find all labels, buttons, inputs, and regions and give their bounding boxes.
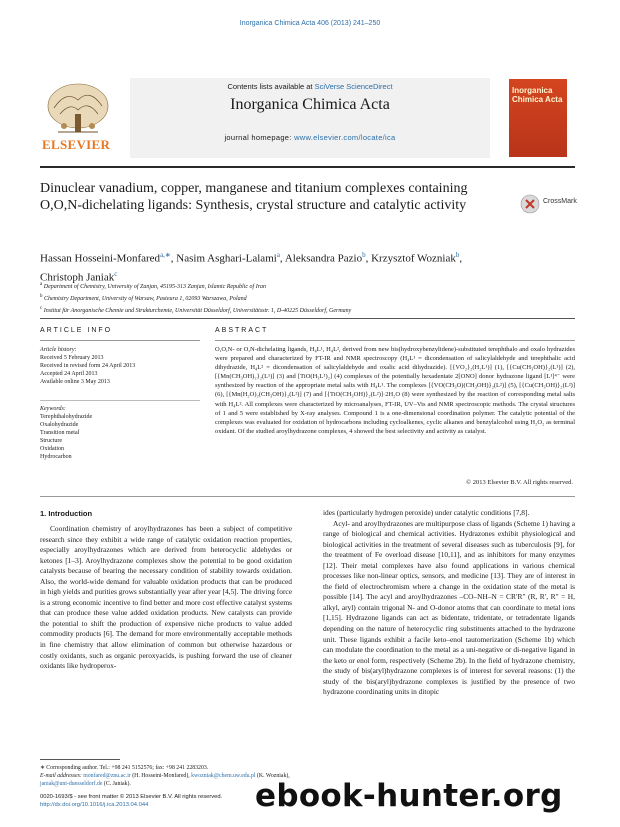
abstract-heading: ABSTRACT bbox=[215, 327, 269, 334]
history-item: Received 5 February 2013 bbox=[40, 355, 104, 361]
email-owner: (H. Hosseini-Monfared), bbox=[130, 773, 192, 779]
sciverse-link[interactable]: SciVerse ScienceDirect bbox=[314, 82, 393, 91]
body-paragraph: ides (particularly hydrogen peroxide) under catalytic conditions [7,8]. bbox=[323, 508, 530, 517]
corresponding-author-note: ∗ Corresponding author. Tel.: +98 241 5152576; fax: +98 241 2283203. bbox=[40, 765, 209, 771]
crossmark-icon[interactable] bbox=[520, 192, 580, 222]
email-label: E-mail addresses: bbox=[40, 773, 84, 779]
watermark-text: ebook-hunter.org bbox=[255, 778, 563, 814]
journal-citation[interactable]: Inorganica Chimica Acta 406 (2013) 241–250 bbox=[239, 20, 381, 27]
author-sup[interactable]: b bbox=[362, 251, 366, 259]
keyword: Oxalohydrazide bbox=[40, 422, 79, 428]
copyright-line: © 2013 Elsevier B.V. All rights reserved. bbox=[466, 479, 573, 486]
email-link[interactable]: monfared@znu.ac.ir bbox=[83, 773, 131, 779]
affiliation-item bbox=[40, 280, 575, 292]
author-name: Nasim Asghari-Lalami bbox=[176, 252, 277, 265]
affiliation-item bbox=[40, 292, 575, 304]
body-column-right bbox=[323, 508, 575, 698]
abstract-text: O,O,N- or O,N-dichelating ligands, H₄L¹, H₄L², derived from new bis(hydroxybenzylidene)-substituted terephthalo and oxalo hydrazides were prepared and characterized by FT-IR and NMR spectroscopy (H₄L¹ = dicondensation of salicylaldehyde and terephthalic acid dihydrazide, H₄L² = dicondensation of salicylaldehyde and oxalic acid dihydrazide). [{VO₂}₂(H₂L¹)] (1), [{Cu(CH₃OH)}₂(L¹)] (2), [{Mn(CH₃OH)₂}₂(L¹)] (3) and [TiO(H₃L¹)₂] (4) complexes of the potentially hexadentate 2[ONO] donor hydrazone ligand [L¹]⁴⁻ were synthesized by reaction of the appropriate metal salts with H₄L¹. The complexes [{VO(CH₃O)(CH₃OH)}₂(L²)] (5), [{Cu(CH₃OH)}₂(L²)] (6), [{Mn(H₂O)₂(CH₃OH)}₂(L²)] (7) and [{TiO(CH₃OH)}₂(L²)]·2H₂O (8) were synthesized by the reaction of corresponding metal salts with H₄L². All complexes were characterized by microanalyses, FT-IR, UV–Vis and NMR spectroscopic methods. The crystal structures of 1 and 5 were established by X-ray analyses. Compound 1 is a one-dimensional coordination polymer. The catalytic potential of the complexes was evaluated for oxidation of hydrocarbons including cycloalkenes, cyclic alkanes and benzylalcohol using H₂O₂ as terminal oxidant. Of the studied aroylhydrazone complexes, 4 showed the best selectivity and activity as catalyst. bbox=[215, 346, 575, 435]
author-sup[interactable]: a,∗ bbox=[160, 251, 171, 259]
body-paragraph: Coordination chemistry of aroylhydrazones has been a subject of competitive research since they exhibit a wide range of catalytic oxidation reaction properties, especially aroylhydrazones which are derived from heterocyclic aldehydes or ketones [1–3]. Aroylhydrazone complexes show the potential to be good oxidation catalysts because of bearing the necessary condition of stability towards oxidation. Also, the world-wide demand for valuable oxidation products that can be produced in high yields and purities grows substantially year after year [4,5]. The driving force is a strong economic incentive to find better and more cost effective catalyst systems that can produce these value added oxidation products. New catalysts can provide the potential to shift the production of expensive niche products to value added commodity products [6]. The demand for more environmentally acceptable methods in fine chemistry that allow elimination of common but otherwise hazardous or costly oxidants, such as organic peroxyacids, is pushing forward the use of cleaner oxidants like hydroperox- bbox=[40, 524, 292, 671]
author-name: Christoph Janiak bbox=[40, 271, 115, 284]
keyword: Terephthalohydrazide bbox=[40, 414, 93, 420]
author-sup[interactable]: a bbox=[276, 251, 280, 259]
body-column-left bbox=[40, 524, 292, 672]
article-info-rule bbox=[40, 340, 200, 341]
homepage-link[interactable]: www.elsevier.com/locate/ica bbox=[294, 133, 396, 142]
keywords-block bbox=[40, 405, 200, 461]
history-label: Article history: bbox=[40, 347, 77, 353]
history-item: Received in revised form 24 April 2013 bbox=[40, 363, 136, 369]
header-rule bbox=[40, 166, 575, 168]
keyword: Hydrocarbon bbox=[40, 454, 72, 460]
contents-prefix: Contents lists available at bbox=[227, 82, 315, 91]
crossmark-label[interactable]: CrossMark bbox=[543, 198, 577, 205]
abstract-rule bbox=[215, 340, 575, 341]
affil-text: Institut für Anorganische Chemie und Strukturchemie, Universität Düsseldorf, Universitätsstr. 1, D-40225 Düsseldorf, Germany bbox=[43, 308, 352, 314]
article-info-heading: ARTICLE INFO bbox=[40, 327, 113, 334]
section-heading-introduction: 1. Introduction bbox=[40, 509, 93, 518]
article-history bbox=[40, 346, 200, 386]
publisher-name: ELSEVIER bbox=[42, 137, 111, 152]
article-title: Dinuclear vanadium, copper, manganese and titanium complexes containing O,O,N-dichelating ligands: Synthesis, crystal structure and catalytic activity bbox=[40, 181, 468, 213]
affil-sup: c bbox=[40, 306, 43, 311]
keywords-label: Keywords: bbox=[40, 406, 66, 412]
journal-title: Inorganica Chimica Acta bbox=[230, 96, 390, 113]
homepage-prefix: journal homepage: bbox=[224, 133, 295, 142]
email-link[interactable]: janiak@uni-duesseldorf.de bbox=[40, 781, 103, 787]
email-owner: (K. Wozniak), bbox=[255, 773, 290, 779]
abstract-bottom-rule bbox=[40, 496, 575, 497]
cover-title: Inorganica Chimica Acta bbox=[512, 86, 563, 104]
affil-text: Department of Chemistry, University of Zanjan, 45195-313 Zanjan, Islamic Republic of Iran bbox=[43, 284, 267, 290]
affiliation-item bbox=[40, 304, 575, 316]
author-name: Aleksandra Pazio bbox=[284, 252, 363, 265]
issn-line: 0020-1693/$ - see front matter © 2013 Elsevier B.V. All rights reserved. bbox=[40, 794, 223, 800]
author-sup[interactable]: c bbox=[114, 269, 118, 278]
doi-link[interactable]: http://dx.doi.org/10.1016/j.ica.2013.04.044 bbox=[40, 802, 149, 808]
body-paragraph: Acyl- and aroylhydrazones are multipurpose class of ligands (Scheme 1) having a range of biological and chemical activities. Hydrazones exhibit physiological and biological activities in the treatment of several diseases such as tuberculosis [9], for the treatment of Fe overload disease [10,11], and as inhibitors for many enzymes [12]. Their metal complexes have also found applications in various chemical processes like non-linear optics, sensors, and medicine [13]. They are of interest in the field of electrochromism where a change in the oxidation state of the metal is possible [14]. The acyl and aroylhydrazones –CO–NH–N = CR′R″ (R, R′, R″ = H, alkyl, aryl) contain trigonal N- and O-donor atoms that can coordinate to metal ions [1,15]. Hydrazone ligands can act as bidentate, tridentate, or tetradentate ligands depending on the nature of heterocyclic ring substituents attached to the hydrazone unit. These ligands exhibit a facile keto–enol tautomerization (Scheme 1b) which can modulate the coordination to the metal as a uni-negative or di-negative ligand in the keto or enol form, respectively (Scheme 2b). In the field of hydrazone chemistry, the study of bis(aryl)hydrazone complexes is of interest for several reasons: (1) the study of the bis(aryl)hydrazone complexes is justified by the presence of two hydrazone coordinating units in ditopic bbox=[323, 518, 575, 697]
email-link[interactable]: kwozniak@chem.uw.edu.pl bbox=[191, 773, 256, 779]
contents-available-line bbox=[130, 82, 490, 91]
affil-sup: a bbox=[40, 282, 43, 287]
keyword: Transition metal bbox=[40, 430, 80, 436]
affil-text: Chemistry Department, University of Warsaw, Pasteura 1, 02093 Warszawa, Poland bbox=[44, 296, 247, 302]
author-name: Krzysztof Wozniak bbox=[371, 252, 456, 265]
email-owner: (C. Janiak). bbox=[102, 781, 131, 787]
affil-sup: b bbox=[40, 294, 43, 299]
author-name: Hassan Hosseini-Monfared bbox=[40, 252, 161, 265]
affiliations bbox=[40, 280, 575, 316]
journal-homepage bbox=[130, 133, 490, 142]
section-rule bbox=[40, 318, 575, 319]
keywords-rule bbox=[40, 400, 200, 401]
author-sup[interactable]: b bbox=[455, 251, 460, 259]
keyword: Oxidation bbox=[40, 446, 64, 452]
history-item: Accepted 24 April 2013 bbox=[40, 371, 98, 377]
footnote-rule bbox=[40, 759, 120, 760]
keyword: Structure bbox=[40, 438, 62, 444]
history-item: Available online 3 May 2013 bbox=[40, 379, 110, 385]
author-list: Hassan Hosseini-Monfared$^{a,∗}$, Nasim Asghari-Lalami$^a$, Aleksandra Pazio$^b$, Krzysztof Wozniak$^b$, Christoph Janiak$^c$ bbox=[40, 251, 463, 284]
